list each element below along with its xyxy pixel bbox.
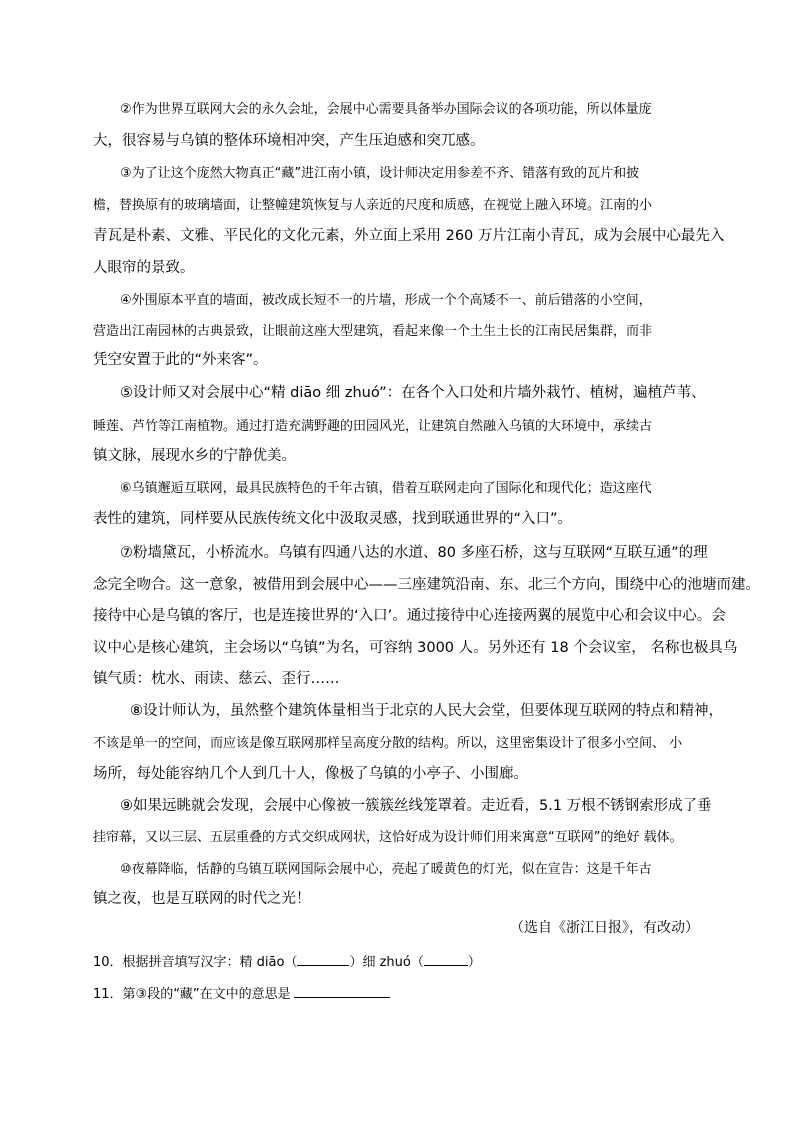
para-8-line-1: ⑧设计师认为，虽然整个建筑体量相当于北京的人民大会堂，但要体现互联网的特点和精神，	[130, 703, 723, 719]
question-11-prefix: 11．第③段的“藏”在文中的意思是	[93, 987, 291, 1002]
para-6-line-1: ⑥乌镇邂逅互联网，最具民族特色的千年古镇，借着互联网走向了国际化和现代化；造这座代	[120, 481, 652, 496]
para-7-line-2: 念完全吻合。这一意象，被借用到会展中心——三座建筑沿南、东、北三个方向，围绕中心的池塘而建。	[93, 577, 760, 593]
para-3-line-4: 人眼帘的景致。	[93, 260, 195, 276]
para-8-line-3: 场所，每处能容纳几个人到几十人，像极了乌镇的小亭子、小围廊。	[93, 766, 528, 782]
answer-blank-cang[interactable]	[294, 985, 390, 998]
para-2-line-2: 大，很容易与乌镇的整体环境相冲突，产生压迫感和突兀感。	[93, 133, 485, 149]
para-9-line-2: 挂帘幕，又以三层、五层重叠的方式交织成网状，这恰好成为设计师们用来寓意“互联网”的绝好 载体。	[93, 830, 683, 845]
para-7-line-1: ⑦粉墙黛瓦，小桥流水。乌镇有四通八达的水道、80 多座石桥，这与互联网“互联互通”的理	[120, 545, 708, 561]
para-7-line-5: 镇气质：枕水、雨读、慈云、歪行……	[93, 671, 340, 687]
source-citation: （选自《浙江日报》，有改动）	[510, 920, 699, 936]
question-10-prefix: 10．根据拼音填写汉字：精 diāo（	[93, 955, 298, 970]
para-3-line-1: ③为了让这个庞然大物真正“藏”进江南小镇，设计师决定用参差不齐、错落有致的瓦片和披	[120, 166, 640, 181]
para-10-line-2: 镇之夜，也是互联网的时代之光！	[93, 891, 311, 907]
para-5-line-2: 睡莲、芦竹等江南植物。通过打造充满野趣的田园风光，让建筑自然融入乌镇的大环境中，承续古	[93, 419, 653, 434]
answer-blank-zhuo[interactable]	[424, 953, 468, 966]
para-3-line-2: 檐，替换原有的玻璃墙面，让整幢建筑恢复与人亲近的尺度和质感，在视觉上融入环境。江南的小	[93, 198, 653, 213]
para-4-line-2: 营造出江南园林的古典景致，让眼前这座大型建筑，看起来像一个土生土长的江南民居集群，而非	[93, 324, 653, 339]
para-8-line-2: 不该是单一的空间，而应该是像互联网那样呈高度分散的结构。所以，这里密集设计了很多小空间、 小	[93, 736, 683, 751]
para-2-line-1: ②作为世界互联网大会的永久会址，会展中心需要具备举办国际会议的各项功能，所以体量庞	[120, 102, 652, 117]
para-5-line-1: ⑤设计师又对会展中心“精 diāo 细 zhuó”：在各个入口处和片墙外栽竹、植树，遍植芦苇、	[120, 385, 706, 401]
para-5-line-3: 镇文脉，展现水乡的宁静优美。	[93, 448, 296, 464]
answer-blank-diao[interactable]	[297, 953, 349, 966]
para-6-line-2: 表性的建筑，同样要从民族传统文化中汲取灵感，找到联通世界的“入口”。	[93, 511, 573, 527]
para-7-line-3: 接待中心是乌镇的客厅，也是连接世界的‘入口’。通过接待中心连接两翼的展览中心和会议中心。会	[93, 608, 726, 624]
para-7-line-4: 议中心是核心建筑，主会场以“乌镇”为名，可容纳 3000 人。另外还有 18 个会议室， 名称也极具乌	[93, 640, 738, 656]
para-3-line-3: 青瓦是朴素、文雅、平民化的文化元素，外立面上采用 260 万片江南小青瓦，成为会展中心最先入	[93, 228, 725, 244]
question-10-mid: ）细 zhuó（	[349, 955, 424, 970]
question-11	[93, 985, 390, 1003]
question-10-end: ）	[467, 955, 481, 970]
question-10	[93, 953, 481, 971]
para-10-line-1: ⑩夜幕降临，恬静的乌镇互联网国际会展中心，亮起了暖黄色的灯光，似在宣告：这是千年古	[120, 862, 652, 877]
para-4-line-3: 凭空安置于此的“外来客”。	[93, 352, 268, 368]
para-4-line-1: ④外围原本平直的墙面，被改成长短不一的片墙，形成一个个高矮不一、前后错落的小空间，	[120, 293, 652, 308]
para-9-line-1: ⑨如果远眺就会发现，会展中心像被一簇簇丝线笼罩着。走近看，5.1 万根不锈钢索形成了垂	[120, 798, 712, 814]
